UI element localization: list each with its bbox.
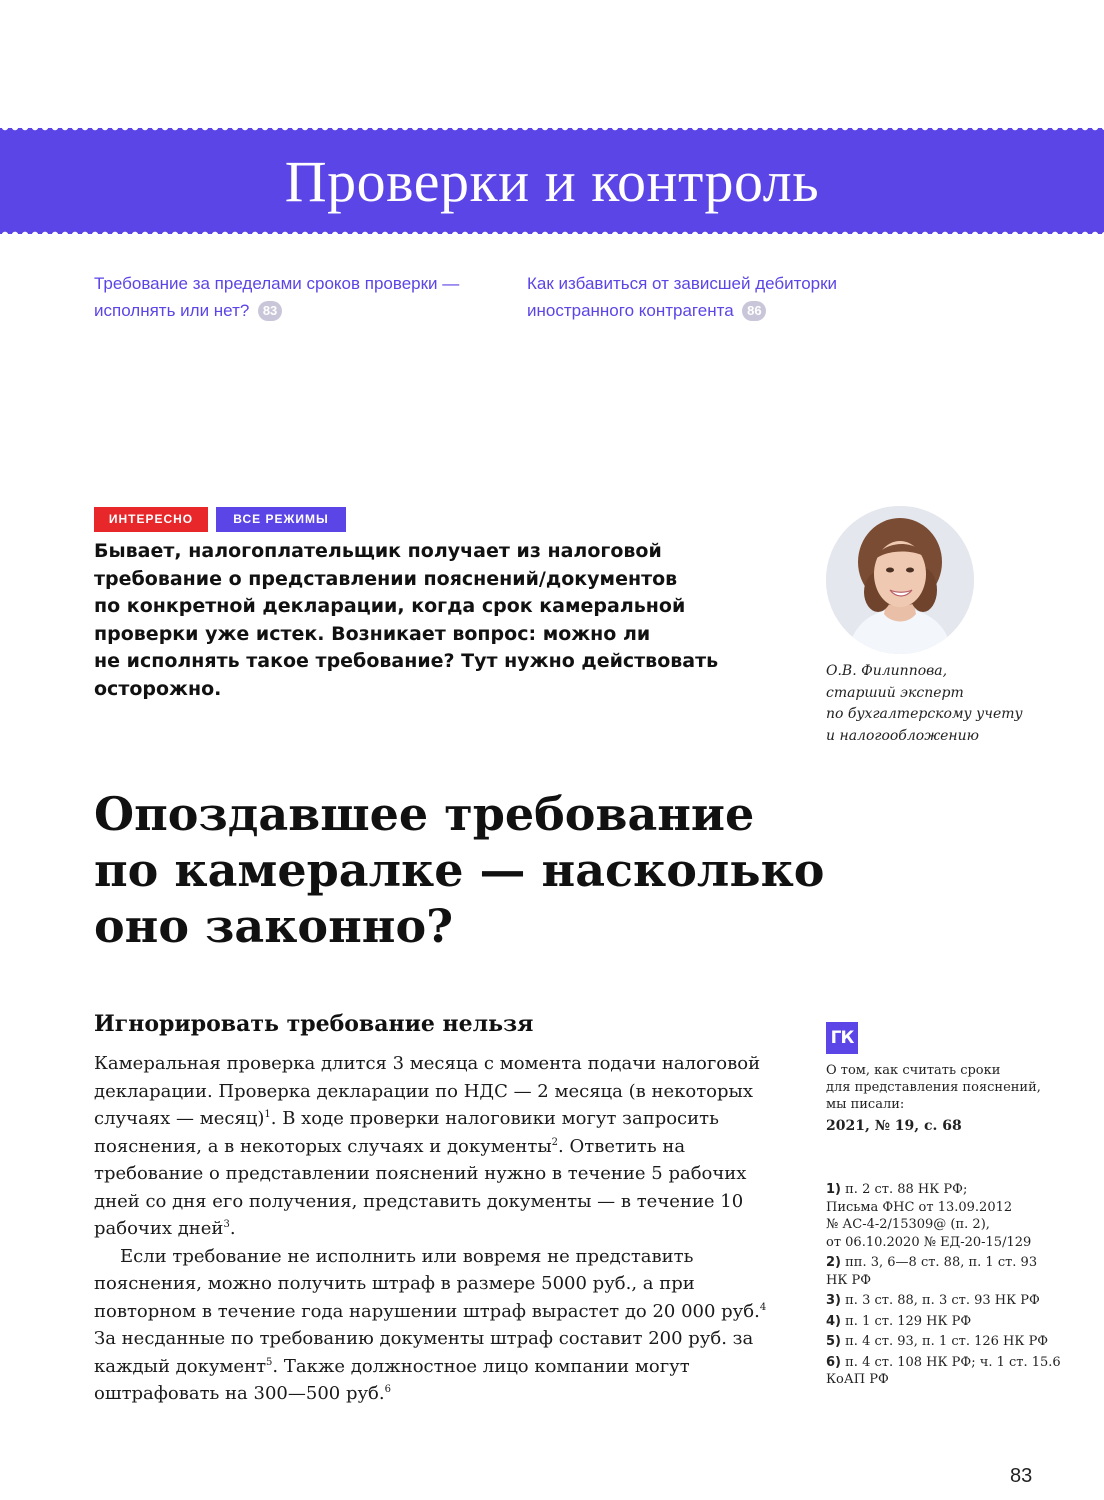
lead-paragraph xyxy=(94,538,794,703)
footnote-line: п. 4 ст. 93, п. 1 ст. 126 НК РФ xyxy=(845,1334,1049,1349)
author-portrait-icon xyxy=(826,506,974,654)
footnote-line: КоАП РФ xyxy=(826,1372,889,1387)
author-photo xyxy=(826,506,974,654)
author-position: по бухгалтерскому учету xyxy=(826,706,1023,722)
note-line: О том, как считать сроки xyxy=(826,1063,1001,1078)
gk-logo-icon: ГК xyxy=(826,1022,858,1054)
footnote-number: 3) xyxy=(826,1293,841,1308)
footnote-item xyxy=(826,1354,1066,1389)
footnote-line: от 06.10.2020 № ЕД-20-15/129 xyxy=(826,1234,1032,1250)
tag-all-regimes: ВСЕ РЕЖИМЫ xyxy=(216,507,346,532)
footnote-line: НК РФ xyxy=(826,1272,872,1288)
lead-line: Бывает, налогоплательщик получает из налоговой xyxy=(94,540,662,562)
footnote-line: п. 1 ст. 129 НК РФ xyxy=(845,1313,972,1329)
text-run: Если требование не исполнить или вовремя не представить пояснения, можно получить штраф в размере 5000 руб., а при повторном в течение года нарушении штраф вырастет до 20 000 руб. xyxy=(94,1245,760,1322)
footnote-number: 5) xyxy=(826,1334,841,1349)
note-line: для представления пояснений, xyxy=(826,1080,1041,1095)
page-badge: 83 xyxy=(258,301,282,321)
footnote-number: 4) xyxy=(826,1313,841,1329)
lead-line: по конкретной декларации, когда срок камеральной xyxy=(94,595,686,617)
teaser-link-2[interactable] xyxy=(527,270,837,324)
author-name: О.В. Филиппова, xyxy=(826,663,948,679)
footnote-line: п. 2 ст. 88 НК РФ; xyxy=(845,1182,968,1197)
footnote-item xyxy=(826,1313,1066,1331)
teaser-line: иностранного контрагента xyxy=(527,301,734,320)
note-line: мы писали: xyxy=(826,1097,905,1112)
teaser-line: Требование за пределами сроков проверки — xyxy=(94,274,460,293)
lead-line: требование о представлении пояснений/документов xyxy=(94,567,678,590)
author-position: старший эксперт xyxy=(826,684,964,701)
footnote-number: 1) xyxy=(826,1182,841,1197)
footnote-ref[interactable]: 4 xyxy=(759,1301,767,1313)
teaser-line: исполнять или нет? xyxy=(94,301,250,320)
lead-line: не исполнять такое требование? Тут нужно действовать xyxy=(94,650,719,672)
teaser-line: Как избавиться от зависшей дебиторки xyxy=(527,274,838,293)
page-badge: 86 xyxy=(742,301,766,321)
lead-line: проверки уже истек. Возникает вопрос: можно ли xyxy=(94,622,651,645)
title-line: по камералке — насколько xyxy=(94,843,825,897)
text-run: . Ответить на требование о представлении пояснений нужно в течение 5 рабочих дней со дня его получения, представить документы — в течение 10 рабочих дней xyxy=(94,1135,747,1239)
text-run: Камеральная проверка длится 3 месяца с момента подачи налоговой декларации. Проверка декларации по НДС — 2 месяца (в некоторых случаях — месяц) xyxy=(94,1053,761,1129)
footnote-ref[interactable]: 3 xyxy=(223,1219,230,1230)
footnote-ref[interactable]: 5 xyxy=(266,1356,273,1368)
footnote-ref[interactable]: 6 xyxy=(384,1384,391,1395)
text-run: . Также должностное лицо компании могут оштрафовать на 300—500 руб. xyxy=(94,1355,690,1404)
footnote-item xyxy=(826,1254,1066,1289)
body-paragraph xyxy=(94,1050,772,1243)
footnote-line: Письма ФНС от 13.09.2012 xyxy=(826,1199,1013,1215)
author-caption xyxy=(826,661,1066,747)
body-paragraph xyxy=(94,1243,772,1408)
footnote-line: пп. 3, 6—8 ст. 88, п. 1 ст. 93 xyxy=(845,1255,1038,1270)
tag-interesting: ИНТЕРЕСНО xyxy=(94,507,208,532)
footnote-item xyxy=(826,1181,1066,1251)
footnote-number: 2) xyxy=(826,1255,841,1270)
sidebar-note xyxy=(826,1062,1056,1135)
title-line: оно законно? xyxy=(94,899,454,953)
text-run: За несданные по требованию документы штраф составит 200 руб. за каждый документ xyxy=(94,1328,754,1377)
footnote-line: п. 4 ст. 108 НК РФ; ч. 1 ст. 15.6 xyxy=(845,1354,1061,1370)
footnote-item xyxy=(826,1333,1066,1351)
issue-reference[interactable]: 2021, № 19, с. 68 xyxy=(826,1118,962,1134)
teaser-link-1[interactable] xyxy=(94,270,459,324)
page-number: 83 xyxy=(1010,1465,1033,1487)
author-position: и налогообложению xyxy=(826,727,979,744)
section-banner xyxy=(0,128,1104,234)
footnote-line: п. 3 ст. 88, п. 3 ст. 93 НК РФ xyxy=(845,1293,1040,1308)
section-subheading: Игнорировать требование нельзя xyxy=(94,1011,534,1037)
footnote-number: 6) xyxy=(826,1354,841,1370)
section-title: Проверки и контроль xyxy=(284,148,820,214)
lead-line: осторожно. xyxy=(94,677,222,700)
footnotes xyxy=(826,1181,1066,1392)
text-run: . В ходе проверки налоговики могут запросить пояснения, а в некоторых случаях и документы xyxy=(94,1108,719,1157)
footnote-item xyxy=(826,1292,1066,1310)
title-line: Опоздавшее требование xyxy=(94,787,755,841)
text-run: . xyxy=(229,1218,236,1239)
footnote-line: № АС-4-2/15309@ (п. 2), xyxy=(826,1217,990,1232)
footnote-ref[interactable]: 1 xyxy=(264,1109,271,1120)
article-body xyxy=(94,1050,772,1408)
article-title xyxy=(94,786,914,954)
footnote-ref[interactable]: 2 xyxy=(551,1136,559,1148)
